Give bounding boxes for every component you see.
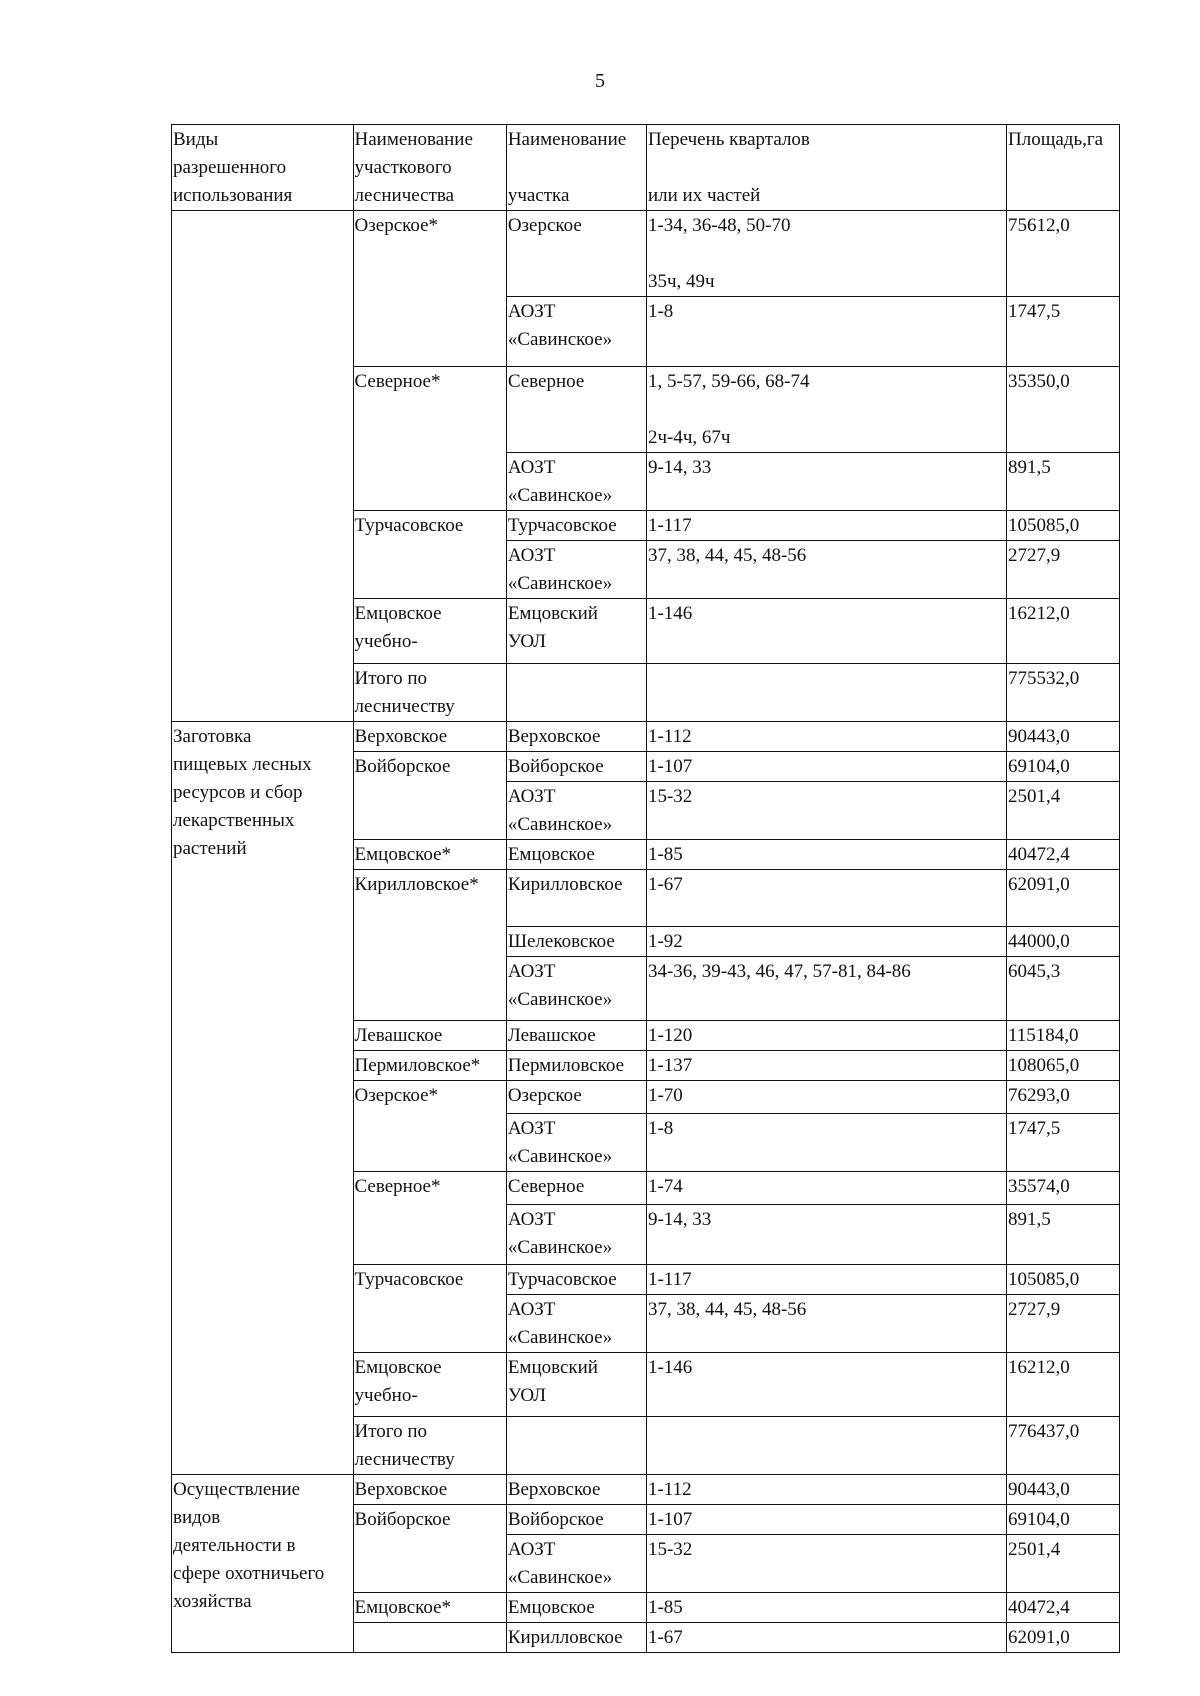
quarters-cell: 1-137 xyxy=(646,1051,1006,1081)
plot-cell xyxy=(506,664,646,722)
area-cell: 62091,0 xyxy=(1007,870,1120,927)
district-cell: Турчасовское xyxy=(353,511,506,599)
area-total: 775532,0 xyxy=(1007,664,1120,722)
plot-cell: Турчасовское xyxy=(506,1265,646,1295)
area-cell: 44000,0 xyxy=(1007,927,1120,957)
table-row xyxy=(172,1475,1120,1505)
district-cell: Пермиловское* xyxy=(353,1051,506,1081)
area-cell: 35574,0 xyxy=(1007,1172,1120,1205)
plot-cell: Емцовское xyxy=(506,1593,646,1623)
table-row xyxy=(172,722,1120,752)
total-label: Итого по лесничеству xyxy=(353,664,506,722)
area-cell: 2727,9 xyxy=(1007,1295,1120,1353)
quarters-cell: 1-117 xyxy=(646,511,1006,541)
plot-cell: АОЗТ «Савинское» xyxy=(506,1114,646,1172)
quarters-cell: 1-112 xyxy=(646,722,1006,752)
use-type-cell: Заготовка пищевых лесных ресурсов и сбор лекарственных растений xyxy=(172,722,354,1475)
quarters-cell: 1, 5-57, 59-66, 68-74 2ч-4ч, 67ч xyxy=(646,367,1006,453)
use-type-cell xyxy=(172,211,354,722)
area-cell: 1747,5 xyxy=(1007,1114,1120,1172)
plot-cell: АОЗТ «Савинское» xyxy=(506,1205,646,1265)
plot-cell: АОЗТ «Савинское» xyxy=(506,1295,646,1353)
forest-use-table xyxy=(171,124,1120,1653)
quarters-cell: 1-112 xyxy=(646,1475,1006,1505)
area-cell: 115184,0 xyxy=(1007,1021,1120,1051)
quarters-cell xyxy=(646,1417,1006,1475)
area-cell: 891,5 xyxy=(1007,453,1120,511)
plot-cell: Емцовский УОЛ xyxy=(506,1353,646,1417)
plot-cell xyxy=(506,1417,646,1475)
plot-cell: АОЗТ «Савинское» xyxy=(506,1535,646,1593)
quarters-cell: 1-67 xyxy=(646,870,1006,927)
plot-cell: Северное xyxy=(506,367,646,453)
header-plot: Наименование участка xyxy=(506,125,646,211)
plot-cell: Кирилловское xyxy=(506,870,646,927)
area-cell: 69104,0 xyxy=(1007,752,1120,782)
quarters-cell: 1-70 xyxy=(646,1081,1006,1114)
quarters-cell: 15-32 xyxy=(646,1535,1006,1593)
district-cell: Верховское xyxy=(353,722,506,752)
area-total: 776437,0 xyxy=(1007,1417,1120,1475)
district-cell: Озерское* xyxy=(353,211,506,367)
quarters-cell: 34-36, 39-43, 46, 47, 57-81, 84-86 xyxy=(646,957,1006,1021)
plot-cell: Верховское xyxy=(506,722,646,752)
plot-cell: Озерское xyxy=(506,211,646,297)
plot-cell: АОЗТ «Савинское» xyxy=(506,541,646,599)
header-district: Наименование участкового лесничества xyxy=(353,125,506,211)
header-quarters: Перечень кварталов или их частей xyxy=(646,125,1006,211)
area-cell: 108065,0 xyxy=(1007,1051,1120,1081)
plot-cell: Кирилловское xyxy=(506,1623,646,1653)
district-cell: Емцовское учебно- xyxy=(353,599,506,664)
area-cell: 16212,0 xyxy=(1007,1353,1120,1417)
district-cell: Левашское xyxy=(353,1021,506,1051)
area-cell: 35350,0 xyxy=(1007,367,1120,453)
district-cell: Северное* xyxy=(353,367,506,511)
plot-cell: Северное xyxy=(506,1172,646,1205)
area-cell: 2501,4 xyxy=(1007,782,1120,840)
quarters-cell: 1-107 xyxy=(646,1505,1006,1535)
district-cell: Войборское xyxy=(353,1505,506,1593)
area-cell: 40472,4 xyxy=(1007,1593,1120,1623)
district-cell: Кирилловское* xyxy=(353,870,506,1021)
table-header-row xyxy=(172,125,1120,211)
quarters-cell: 1-8 xyxy=(646,1114,1006,1172)
quarters-cell: 1-85 xyxy=(646,1593,1006,1623)
quarters-cell: 37, 38, 44, 45, 48-56 xyxy=(646,541,1006,599)
plot-cell: Турчасовское xyxy=(506,511,646,541)
header-use-type: Виды разрешенного использования xyxy=(172,125,354,211)
area-cell: 891,5 xyxy=(1007,1205,1120,1265)
quarters-cell: 1-146 xyxy=(646,599,1006,664)
plot-cell: АОЗТ «Савинское» xyxy=(506,957,646,1021)
quarters-cell: 9-14, 33 xyxy=(646,1205,1006,1265)
quarters-cell: 1-92 xyxy=(646,927,1006,957)
quarters-cell: 1-117 xyxy=(646,1265,1006,1295)
total-label: Итого по лесничеству xyxy=(353,1417,506,1475)
plot-cell: Левашское xyxy=(506,1021,646,1051)
area-cell: 40472,4 xyxy=(1007,840,1120,870)
quarters-cell: 37, 38, 44, 45, 48-56 xyxy=(646,1295,1006,1353)
area-cell: 90443,0 xyxy=(1007,1475,1120,1505)
quarters-cell: 1-34, 36-48, 50-70 35ч, 49ч xyxy=(646,211,1006,297)
quarters-cell: 1-107 xyxy=(646,752,1006,782)
district-cell: Емцовское учебно- xyxy=(353,1353,506,1417)
area-cell: 105085,0 xyxy=(1007,511,1120,541)
district-cell: Озерское* xyxy=(353,1081,506,1172)
header-area: Площадь,га xyxy=(1007,125,1120,211)
district-cell: Емцовское* xyxy=(353,1593,506,1623)
table-row xyxy=(172,211,1120,297)
district-cell: Северное* xyxy=(353,1172,506,1265)
district-cell xyxy=(353,1623,506,1653)
quarters-cell: 1-120 xyxy=(646,1021,1006,1051)
area-cell: 105085,0 xyxy=(1007,1265,1120,1295)
area-cell: 2727,9 xyxy=(1007,541,1120,599)
plot-cell: АОЗТ «Савинское» xyxy=(506,297,646,367)
area-cell: 1747,5 xyxy=(1007,297,1120,367)
area-cell: 2501,4 xyxy=(1007,1535,1120,1593)
plot-cell: АОЗТ «Савинское» xyxy=(506,453,646,511)
area-cell: 90443,0 xyxy=(1007,722,1120,752)
area-cell: 62091,0 xyxy=(1007,1623,1120,1653)
quarters-cell: 1-74 xyxy=(646,1172,1006,1205)
plot-cell: Верховское xyxy=(506,1475,646,1505)
page-number: 5 xyxy=(595,70,605,92)
plot-cell: АОЗТ «Савинское» xyxy=(506,782,646,840)
area-cell: 6045,3 xyxy=(1007,957,1120,1021)
plot-cell: Войборское xyxy=(506,752,646,782)
use-type-cell: Осуществление видов деятельности в сфере охотничьего хозяйства xyxy=(172,1475,354,1653)
quarters-cell: 1-8 xyxy=(646,297,1006,367)
quarters-cell: 9-14, 33 xyxy=(646,453,1006,511)
area-cell: 75612,0 xyxy=(1007,211,1120,297)
plot-cell: Емцовский УОЛ xyxy=(506,599,646,664)
plot-cell: Войборское xyxy=(506,1505,646,1535)
plot-cell: Шелековское xyxy=(506,927,646,957)
plot-cell: Озерское xyxy=(506,1081,646,1114)
area-cell: 76293,0 xyxy=(1007,1081,1120,1114)
quarters-cell xyxy=(646,664,1006,722)
quarters-cell: 15-32 xyxy=(646,782,1006,840)
plot-cell: Пермиловское xyxy=(506,1051,646,1081)
area-cell: 16212,0 xyxy=(1007,599,1120,664)
quarters-cell: 1-67 xyxy=(646,1623,1006,1653)
quarters-cell: 1-85 xyxy=(646,840,1006,870)
quarters-cell: 1-146 xyxy=(646,1353,1006,1417)
district-cell: Верховское xyxy=(353,1475,506,1505)
area-cell: 69104,0 xyxy=(1007,1505,1120,1535)
district-cell: Войборское xyxy=(353,752,506,840)
district-cell: Емцовское* xyxy=(353,840,506,870)
district-cell: Турчасовское xyxy=(353,1265,506,1353)
plot-cell: Емцовское xyxy=(506,840,646,870)
